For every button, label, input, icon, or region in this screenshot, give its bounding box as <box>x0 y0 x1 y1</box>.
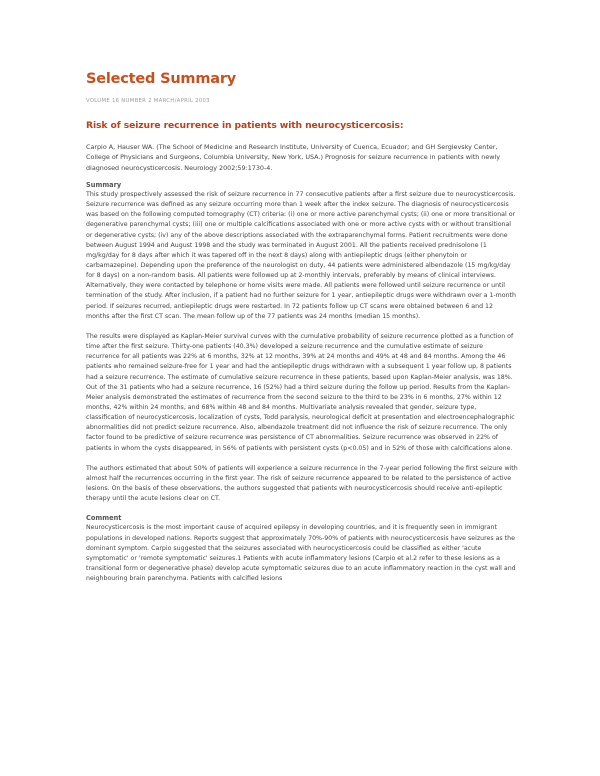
article-citation: Carpio A, Hauser WA. (The School of Medicine and Research Institute, University of Cuenca, Ecuador; and GH Sergievsky Center, College of Physicians and Surgeons, Columbia University, New York, USA.) Prognosis for seizure recurrence in patients with newly diagnosed neurocysticercosis. Neurology 2002;59:1730-4. <box>86 143 501 172</box>
comment-paragraph-1: Neurocysticercosis is the most important cause of acquired epilepsy in developing countries, and it is frequently seen in immigrant populations in developed nations. Reports suggest that approximately 70%-90% of patients with neurocysticercosis have seizures as the dominant symptom. Carpio suggested that the seizures associated with neurocysticercosis could be classified as either 'acute symptomatic' or 'remote symptomatic' seizures.1 Patients with acute inflammatory lesions (Carpio et al.2 refer to these lesions as a transitional form or degenerative phase) develop acute symptomatic seizures due to an acute inflammatory reaction in the cyst wall and neighbouring brain parenchyma. Patients with calcified lesions <box>86 524 516 583</box>
summary-paragraph-1: This study prospectively assessed the risk of seizure recurrence in 77 consecutive patients after a first seizure due to neurocysticercosis. Seizure recurrence was defined as any seizure occurring more than 1 week after the index seizure. The diagnosis of neurocysticercosis was based on the following computed tomography (CT) criteria: (i) one or more active parenchymal cysts; (ii) one or more transitional or degenerative parenchymal cysts; (iii) one or multiple calcifications associated with one or more active cysts with or without transitional or degenerative cysts; (iv) any of the above descriptions associated with the extraparenchymal forms. Patient recruitments were done between August 1994 and August 1998 and the study was terminated in August 2001. All the patients received prednisolone (1 mg/kg/day for 8 days after which it was tapered off in the next 8 days) along with antiepileptic drugs (either phenytoin or carbamazepine). Depending upon the preference of the neurologist on duty, 44 patients were administered albendazole (15 mg/kg/day for 8 days) on a non-random basis. All patients were followed up at 2-monthly intervals, preferably by means of clinical interviews. Alternatively, they were contacted by telephone or home visits were made. All patients were followed until seizure recurrence or until termination of the study. After inclusion, if a patient had no further seizure for 1 year, antiepileptic drugs were withdrawn over a 1-month period. If seizures recurred, antiepileptic drugs were restarted. In 72 patients follow up CT scans were obtained between 6 and 12 months after the first CT scan. The mean follow up of the 77 patients was 24 months (median 15 months). <box>86 190 516 320</box>
summary-paragraph-3: The authors estimated that about 50% of patients will experience a seizure recurrence in the 7-year period following the first seizure with almost half the recurrences occurring in the first year. The risk of seizure recurrence appeared to be related to the persistence of active lesions. On the basis of these observations, the authors suggested that patients with neurocysticercosis should receive anti-epileptic therapy until the acute lesions clear on CT. <box>86 464 518 503</box>
volume-issue-line: VOLUME 16 NUMBER 2 MARCH/APRIL 2003 <box>86 98 210 104</box>
comment-heading: Comment <box>86 514 122 523</box>
section-title: Selected Summary <box>86 71 237 87</box>
summary-paragraph-2: The results were displayed as Kaplan-Meier survival curves with the cumulative probability of seizure recurrence plotted as a function of time after the first seizure. Thirty-one patients (40.3%) developed a seizure recurrence and the cumulative estimate of seizure recurrence for all patients was 22% at 6 months, 32% at 12 months, 39% at 24 months and 49% at 48 and 84 months. Among the 46 patients who remained seizure-free for 1 year and had the antiepileptic drugs withdrawn with a subsequent 1 year follow up, 8 patients had a seizure recurrence. The estimate of cumulative seizure recurrence in these patients, based upon Kaplan-Meier analysis, was 18%. Out of the 31 patients who had a seizure recurrence, 16 (52%) had a third seizure during the follow up period. Results from the Kaplan-Meier analysis demonstrated the estimates of recurrence from the second seizure to the third to be 23% in 6 months, 27% within 12 months, 42% within 24 months, and 68% within 48 and 84 months. Multivariate analysis revealed that gender, seizure type, classification of neurocysticercosis, localization of cysts, Todd paralysis, neurological deficit at presentation and electroencephalographic abnormalities did not predict seizure recurrence. Also, albendazole treatment did not influence the risk of seizure recurrence. The only factor found to be predictive of seizure recurrence was persistence of CT abnormalities. Seizure recurrence was observed in 22% of patients in whom the cysts disappeared, in 56% of patients with persistent cysts (p<0.05) and in 52% of those with calcifications alone. <box>86 332 515 452</box>
summary-heading: Summary <box>86 180 122 189</box>
document-page <box>86 70 518 584</box>
article-title: Risk of seizure recurrence in patients with neurocysticercosis: <box>86 120 404 131</box>
